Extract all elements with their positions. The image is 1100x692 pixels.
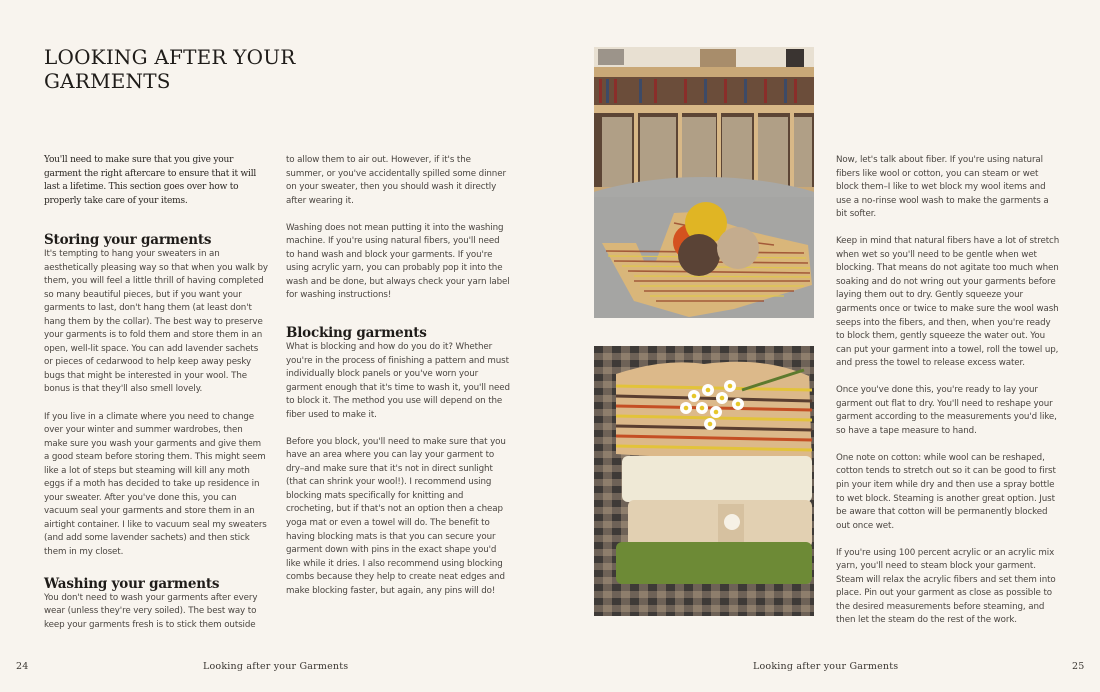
- body-paragraph: Washing does not mean putting it into the washing machine. If you're using natural fibers, you'll need to hand wash and block your garments. If you're using acrylic yarn, you can probably pop it into the wash and be done, but always check your yarn label for washing instructions!: [286, 222, 510, 301]
- body-paragraph: If you live in a climate where you need to change over your winter and summer wardrobes, then make sure you wash your garments and give them a good steam before storing them. This might seem like a lot of steps but steaming will kill any moth eggs if a moth has decided to take up residence in your sweater. After you've done this, you can vacuum seal your garments and store them in an airtight container. I like to vacuum seal my sweaters (and add some lavender sachets) and then stick them in my closet.: [44, 411, 267, 557]
- running-head-right: Looking after your Garments: [753, 661, 899, 672]
- body-paragraph: Before you block, you'll need to make sure that you have an area where you can lay your garment to dry–and make sure that it's not in direct sunlight (that can shrink your wool!). I recommend using blocking mats specifically for knitting and crocheting, but if that's not an option then a cheap yoga mat or even a towel will do. The benefit to having blocking mats is that you can secure your garment down with pins in the exact shape you'd like while it dries. I also recommend using blocking combs because they help to create neat edges and make blocking faster, but again, any pins will do!: [286, 436, 506, 596]
- photo-vest-with-yarn: [594, 47, 814, 318]
- page-number-right: 25: [1072, 661, 1085, 672]
- heading-blocking: Blocking garments: [286, 324, 427, 341]
- heading-storing: Storing your garments: [44, 232, 212, 248]
- column-1: [44, 154, 268, 632]
- body-paragraph: What is blocking and how do you do it? Whether you're in the process of finishing a pattern and must individually block panels or you've worn your garment enough that it's time to wash it, you'll need to block it. The method you use will depend on the fiber used to make it.: [286, 341, 510, 420]
- body-paragraph: It's tempting to hang your sweaters in an aesthetically pleasing way so that when you walk by them, you will feel a little thrill of having completed so many beautiful pieces, but if you want your garments to last, don't hang them (at least don't hang them by the collar). The best way to preserve your garments is to fold them and store them in an open, well-lit space. You can add lavender sachets or pieces of cedarwood to help keep away pesky bugs that might be interested in your wool. The bonus is that they'll also smell lovely.: [44, 249, 268, 395]
- running-head-left: Looking after your Garments: [203, 661, 349, 672]
- intro-paragraph: You'll need to make sure that you give your garment the right aftercare to ensure that it will last a lifetime. This section goes over how to properly take care of your items.: [44, 155, 257, 206]
- heading-washing: Washing your garments: [44, 575, 220, 592]
- page-title: LOOKING AFTER YOUR GARMENTS: [44, 45, 296, 93]
- body-paragraph: Now, let's talk about fiber. If you're using natural fibers like wool or cotton, you can steam or wet block them–I like to wet block my wool items and use a no-rinse wool wash to make the garments a bit softer.: [836, 155, 1049, 220]
- column-3: [836, 154, 1060, 628]
- body-paragraph: Keep in mind that natural fibers have a lot of stretch when wet so you'll need to be gentle when wet blocking. That means do not agitate too much when soaking and do not wring out your garments before laying them out to dry. Gently squeeze your garments once or twice to make sure the wool wash seeps into the fibers, and then, when you're ready to block them, gently squeeze the water out. You can put your garment into a towel, roll the towel up, and press the towel to release excess water.: [836, 236, 1060, 369]
- body-paragraph: One note on cotton: while wool can be reshaped, cotton tends to stretch out so it can be good to first pin your item while dry and then use a spray bottle to wet block. Steaming is another great option. Just be aware that cotton will be permanently blocked out once wet.: [836, 452, 1056, 531]
- body-paragraph: If you're using 100 percent acrylic or an acrylic mix yarn, you'll need to steam block your garment. Steam will relax the acrylic fibers and set them into place. Pin out your garment as close as possible to the desired measurements before steaming, and then let the steam do the rest of the work.: [836, 547, 1056, 626]
- page-number-left: 24: [16, 661, 29, 672]
- body-paragraph: Once you've done this, you're ready to lay your garment out flat to dry. You'll need to reshape your garment according to the measurements you'd like, so have a tape measure to hand.: [836, 385, 1057, 436]
- body-paragraph: You don't need to wash your garments after every wear (unless they're very soiled). The best way to keep your garments fresh is to stick them outside: [44, 592, 258, 630]
- body-paragraph: to allow them to air out. However, if it's the summer, or you've accidentally spilled some dinner on your sweater, then you should wash it directly after wearing it.: [286, 155, 506, 206]
- photo-folded-sweaters: [594, 346, 814, 616]
- column-2: [286, 154, 510, 598]
